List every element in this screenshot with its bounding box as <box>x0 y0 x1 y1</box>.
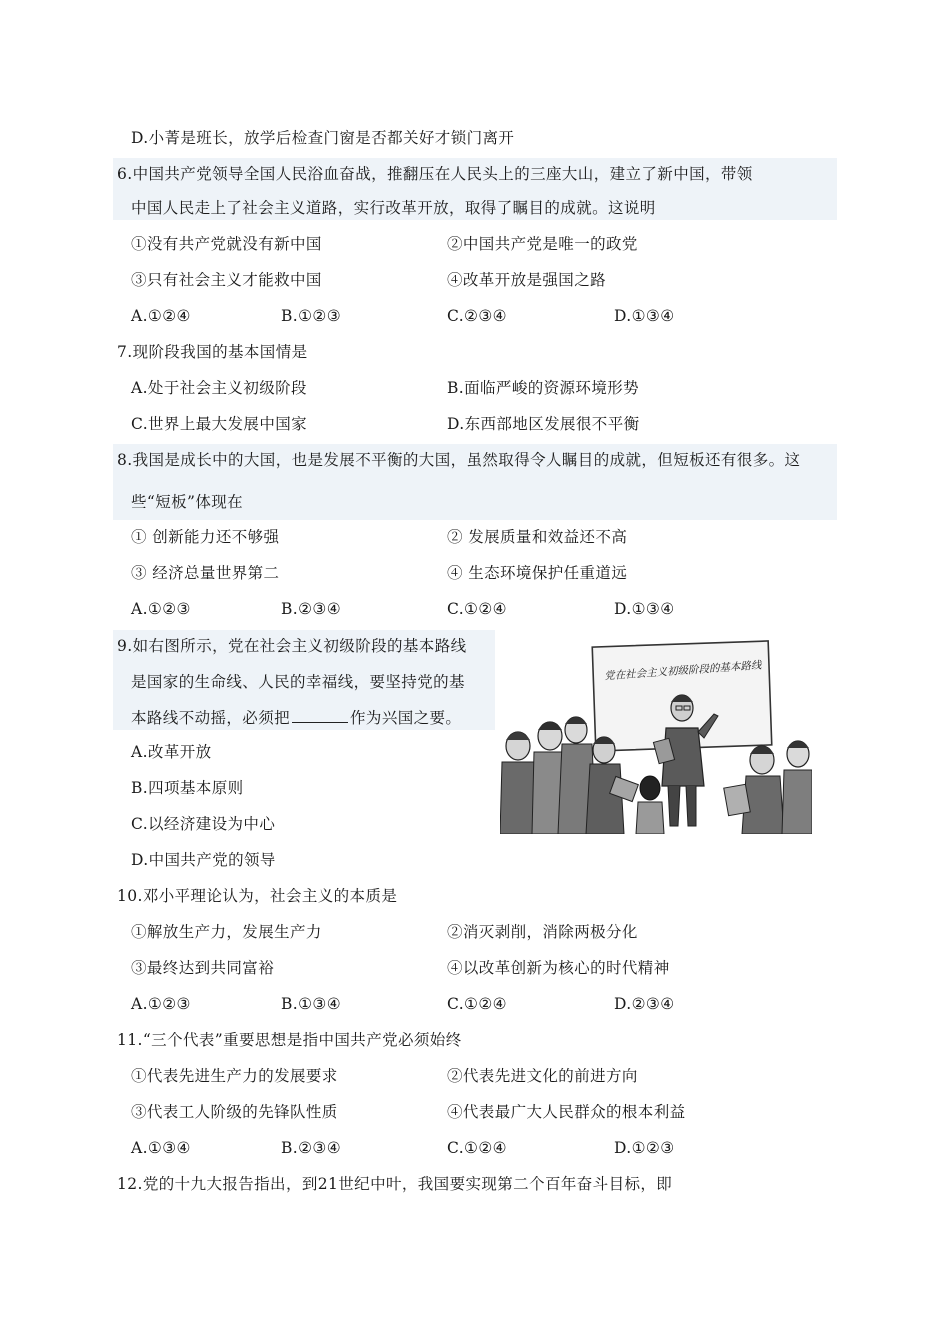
classroom-cartoon-image <box>500 636 812 834</box>
q6-option-c: C.②③④ <box>447 307 507 325</box>
q10-stem: 10.邓小平理论认为，社会主义的本质是 <box>117 887 398 905</box>
q9-stem-part-b: 作为兴国之要。 <box>350 709 462 727</box>
q6-option-d: D.①③④ <box>614 307 675 325</box>
q8-stem: 8.我国是成长中的大国，也是发展不平衡的大国，虽然取得令人瞩目的成就，但短板还有很多。这 <box>117 451 801 469</box>
q10-statement-4: ④以改革创新为核心的时代精神 <box>447 959 670 977</box>
q12-stem: 12.党的十九大报告指出，到21世纪中叶，我国要实现第二个百年奋斗目标，即 <box>117 1175 673 1193</box>
q6-statement-1: ①没有共产党就没有新中国 <box>131 235 322 253</box>
q7-option-c: C.世界上最大发展中国家 <box>131 415 308 433</box>
q11-option-d: D.①②③ <box>614 1139 675 1157</box>
q8-option-a: A.①②③ <box>131 600 191 618</box>
q9-stem-cont-2 <box>131 706 461 730</box>
q8-statement-2: ② 发展质量和效益还不高 <box>447 528 628 546</box>
q11-stem: 11.“三个代表”重要思想是指中国共产党必须始终 <box>117 1031 462 1049</box>
q11-statement-2: ②代表先进文化的前进方向 <box>447 1067 638 1085</box>
q10-option-c: C.①②④ <box>447 995 507 1013</box>
q11-statement-3: ③代表工人阶级的先锋队性质 <box>131 1103 338 1121</box>
q9-option-b: B.四项基本原则 <box>131 779 244 797</box>
q10-statement-2: ②消灭剥削，消除两极分化 <box>447 923 638 941</box>
q10-option-a: A.①②③ <box>131 995 191 1013</box>
q7-stem: 7.现阶段我国的基本国情是 <box>117 343 308 361</box>
q9-stem: 9.如右图所示，党在社会主义初级阶段的基本路线 <box>117 637 467 655</box>
q8-statement-3: ③ 经济总量世界第二 <box>131 564 280 582</box>
q7-option-b: B.面临严峻的资源环境形势 <box>447 379 640 397</box>
answer-blank <box>292 708 348 723</box>
q10-statement-3: ③最终达到共同富裕 <box>131 959 275 977</box>
q11-statement-4: ④代表最广大人民群众的根本利益 <box>447 1103 686 1121</box>
q6-statement-3: ③只有社会主义才能救中国 <box>131 271 322 289</box>
q11-statement-1: ①代表先进生产力的发展要求 <box>131 1067 338 1085</box>
q7-option-a: A.处于社会主义初级阶段 <box>131 379 307 397</box>
q8-statement-1: ① 创新能力还不够强 <box>131 528 280 546</box>
q6-option-a: A.①②④ <box>131 307 191 325</box>
q6-statement-4: ④改革开放是强国之路 <box>447 271 607 289</box>
blackboard-text: 党在社会主义初级阶段的基本路线 <box>603 659 762 683</box>
q9-option-a: A.改革开放 <box>131 743 212 761</box>
q6-stem: 6.中国共产党领导全国人民浴血奋战，推翻压在人民头上的三座大山，建立了新中国，带领 <box>117 165 753 183</box>
q10-statement-1: ①解放生产力，发展生产力 <box>131 923 322 941</box>
q9-option-d: D.中国共产党的领导 <box>131 851 276 869</box>
q11-option-b: B.②③④ <box>281 1139 342 1157</box>
student-center <box>636 776 664 834</box>
q8-option-b: B.②③④ <box>281 600 342 618</box>
q11-option-c: C.①②④ <box>447 1139 507 1157</box>
q9-stem-part-a: 本路线不动摇，必须把 <box>131 709 291 727</box>
q8-option-c: C.①②④ <box>447 600 507 618</box>
q9-stem-cont: 是国家的生命线、人民的幸福线，要坚持党的基 <box>131 673 465 691</box>
q5-option-d: D.小菁是班长，放学后检查门窗是否都关好才锁门离开 <box>131 129 515 147</box>
q8-stem-cont: 些“短板”体现在 <box>131 493 244 511</box>
q11-option-a: A.①③④ <box>131 1139 191 1157</box>
q10-option-b: B.①③④ <box>281 995 342 1013</box>
q6-stem-cont: 中国人民走上了社会主义道路，实行改革开放，取得了瞩目的成就。这说明 <box>131 199 656 217</box>
q6-option-b: B.①②③ <box>281 307 342 325</box>
q6-statement-2: ②中国共产党是唯一的政党 <box>447 235 638 253</box>
q10-option-d: D.②③④ <box>614 995 675 1013</box>
q8-option-d: D.①③④ <box>614 600 675 618</box>
q8-statement-4: ④ 生态环境保护任重道远 <box>447 564 628 582</box>
q9-option-c: C.以经济建设为中心 <box>131 815 276 833</box>
q7-option-d: D.东西部地区发展很不平衡 <box>447 415 640 433</box>
